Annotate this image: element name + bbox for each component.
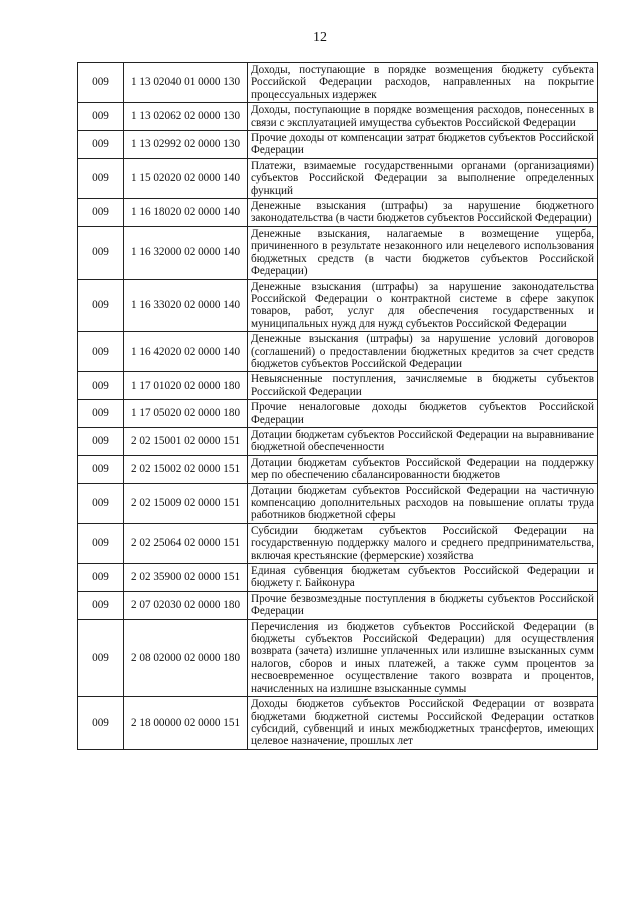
admin-code-cell: 009 — [78, 523, 124, 563]
page-number: 12 — [313, 30, 327, 45]
budget-classification-code-cell: 1 13 02062 02 0000 130 — [124, 103, 248, 131]
table-row — [78, 591, 598, 619]
budget-classification-code-cell: 2 02 25064 02 0000 151 — [124, 523, 248, 563]
table-row — [78, 63, 598, 103]
table-row — [78, 131, 598, 159]
admin-code-cell: 009 — [78, 591, 124, 619]
table-row — [78, 427, 598, 455]
revenue-description-cell: Прочие неналоговые доходы бюджетов субъектов Российской Федерации — [248, 400, 598, 428]
admin-code-cell: 009 — [78, 455, 124, 483]
table-row — [78, 400, 598, 428]
budget-classification-code-cell: 2 02 35900 02 0000 151 — [124, 564, 248, 592]
table-row — [78, 332, 598, 372]
budget-classification-code-cell: 2 02 15001 02 0000 151 — [124, 427, 248, 455]
revenue-description-cell: Прочие доходы от компенсации затрат бюджетов субъектов Российской Федерации — [248, 131, 598, 159]
admin-code-cell: 009 — [78, 158, 124, 198]
table-row — [78, 619, 598, 696]
budget-classification-code-cell: 1 17 05020 02 0000 180 — [124, 400, 248, 428]
budget-classification-code-cell: 1 16 33020 02 0000 140 — [124, 279, 248, 332]
table-row — [78, 199, 598, 227]
admin-code-cell: 009 — [78, 279, 124, 332]
budget-classification-code-cell: 1 13 02040 01 0000 130 — [124, 63, 248, 103]
revenue-description-cell: Единая субвенция бюджетам субъектов Российской Федерации и бюджету г. Байконура — [248, 564, 598, 592]
revenue-description-cell: Невыясненные поступления, зачисляемые в бюджеты субъектов Российской Федерации — [248, 372, 598, 400]
table-row — [78, 226, 598, 279]
budget-classification-code-cell: 2 02 15009 02 0000 151 — [124, 483, 248, 523]
admin-code-cell: 009 — [78, 564, 124, 592]
budget-classification-code-cell: 2 08 02000 02 0000 180 — [124, 619, 248, 696]
table-row — [78, 103, 598, 131]
admin-code-cell: 009 — [78, 400, 124, 428]
table-row — [78, 564, 598, 592]
budget-classification-code-cell: 2 02 15002 02 0000 151 — [124, 455, 248, 483]
revenue-description-cell: Субсидии бюджетам субъектов Российской Федерации на государственную поддержку малого и среднего предпринимательства, включая крестьянские (фермерские) хозяйства — [248, 523, 598, 563]
revenue-description-cell: Доходы, поступающие в порядке возмещения расходов, понесенных в связи с эксплуатацией имущества субъектов Российской Федерации — [248, 103, 598, 131]
admin-code-cell: 009 — [78, 483, 124, 523]
budget-classification-code-cell: 1 13 02992 02 0000 130 — [124, 131, 248, 159]
revenue-description-cell: Денежные взыскания (штрафы) за нарушение условий договоров (соглашений) о предоставлении бюджетных кредитов за счет средств бюджетов субъектов Российской Федерации — [248, 332, 598, 372]
budget-classification-code-cell: 1 17 01020 02 0000 180 — [124, 372, 248, 400]
table-row — [78, 158, 598, 198]
revenue-description-cell: Прочие безвозмездные поступления в бюджеты субъектов Российской Федерации — [248, 591, 598, 619]
admin-code-cell: 009 — [78, 332, 124, 372]
table-row — [78, 455, 598, 483]
revenue-description-cell: Перечисления из бюджетов субъектов Российской Федерации (в бюджеты субъектов Российской Федерации) для осуществления возврата (зачета) излишне уплаченных или излишне взысканных сумм налогов, сборов и иных платежей, а также сумм процентов за несвоевременное осуществление такого возврата и процентов, начисленных на излишне взысканные суммы — [248, 619, 598, 696]
revenue-description-cell: Дотации бюджетам субъектов Российской Федерации на частичную компенсацию дополнительных расходов на повышение оплаты труда работников бюджетной сферы — [248, 483, 598, 523]
admin-code-cell: 009 — [78, 226, 124, 279]
revenue-description-cell: Дотации бюджетам субъектов Российской Федерации на поддержку мер по обеспечению сбалансированности бюджетов — [248, 455, 598, 483]
revenue-description-cell: Дотации бюджетам субъектов Российской Федерации на выравнивание бюджетной обеспеченности — [248, 427, 598, 455]
table-row — [78, 523, 598, 563]
revenue-description-cell: Денежные взыскания (штрафы) за нарушение законодательства Российской Федерации о контрактной системе в сфере закупок товаров, работ, услуг для обеспечения государственных и муниципальных нужд для нужд субъектов Российской Федерации — [248, 279, 598, 332]
table-body — [78, 63, 598, 750]
admin-code-cell: 009 — [78, 619, 124, 696]
budget-classification-code-cell: 2 07 02030 02 0000 180 — [124, 591, 248, 619]
table-row — [78, 372, 598, 400]
admin-code-cell: 009 — [78, 131, 124, 159]
table-row — [78, 697, 598, 750]
budget-revenue-table — [77, 62, 598, 750]
revenue-description-cell: Денежные взыскания (штрафы) за нарушение бюджетного законодательства (в части бюджетов субъектов Российской Федерации) — [248, 199, 598, 227]
budget-classification-code-cell: 1 15 02020 02 0000 140 — [124, 158, 248, 198]
admin-code-cell: 009 — [78, 372, 124, 400]
table-row — [78, 279, 598, 332]
budget-classification-code-cell: 2 18 00000 02 0000 151 — [124, 697, 248, 750]
admin-code-cell: 009 — [78, 697, 124, 750]
budget-classification-code-cell: 1 16 32000 02 0000 140 — [124, 226, 248, 279]
admin-code-cell: 009 — [78, 199, 124, 227]
admin-code-cell: 009 — [78, 63, 124, 103]
admin-code-cell: 009 — [78, 103, 124, 131]
revenue-description-cell: Платежи, взимаемые государственными органами (организациями) субъектов Российской Федерации за выполнение определенных функций — [248, 158, 598, 198]
revenue-description-cell: Денежные взыскания, налагаемые в возмещение ущерба, причиненного в результате незаконного или нецелевого использования бюджетных средств (в части бюджетов субъектов Российской Федерации) — [248, 226, 598, 279]
budget-classification-code-cell: 1 16 42020 02 0000 140 — [124, 332, 248, 372]
budget-classification-code-cell: 1 16 18020 02 0000 140 — [124, 199, 248, 227]
admin-code-cell: 009 — [78, 427, 124, 455]
revenue-description-cell: Доходы, поступающие в порядке возмещения бюджету субъекта Российской Федерации расходов, направленных на покрытие процессуальных издержек — [248, 63, 598, 103]
revenue-description-cell: Доходы бюджетов субъектов Российской Федерации от возврата бюджетами бюджетной системы Российской Федерации остатков субсидий, субвенций и иных межбюджетных трансфертов, имеющих целевое назначение, прошлых лет — [248, 697, 598, 750]
table-row — [78, 483, 598, 523]
